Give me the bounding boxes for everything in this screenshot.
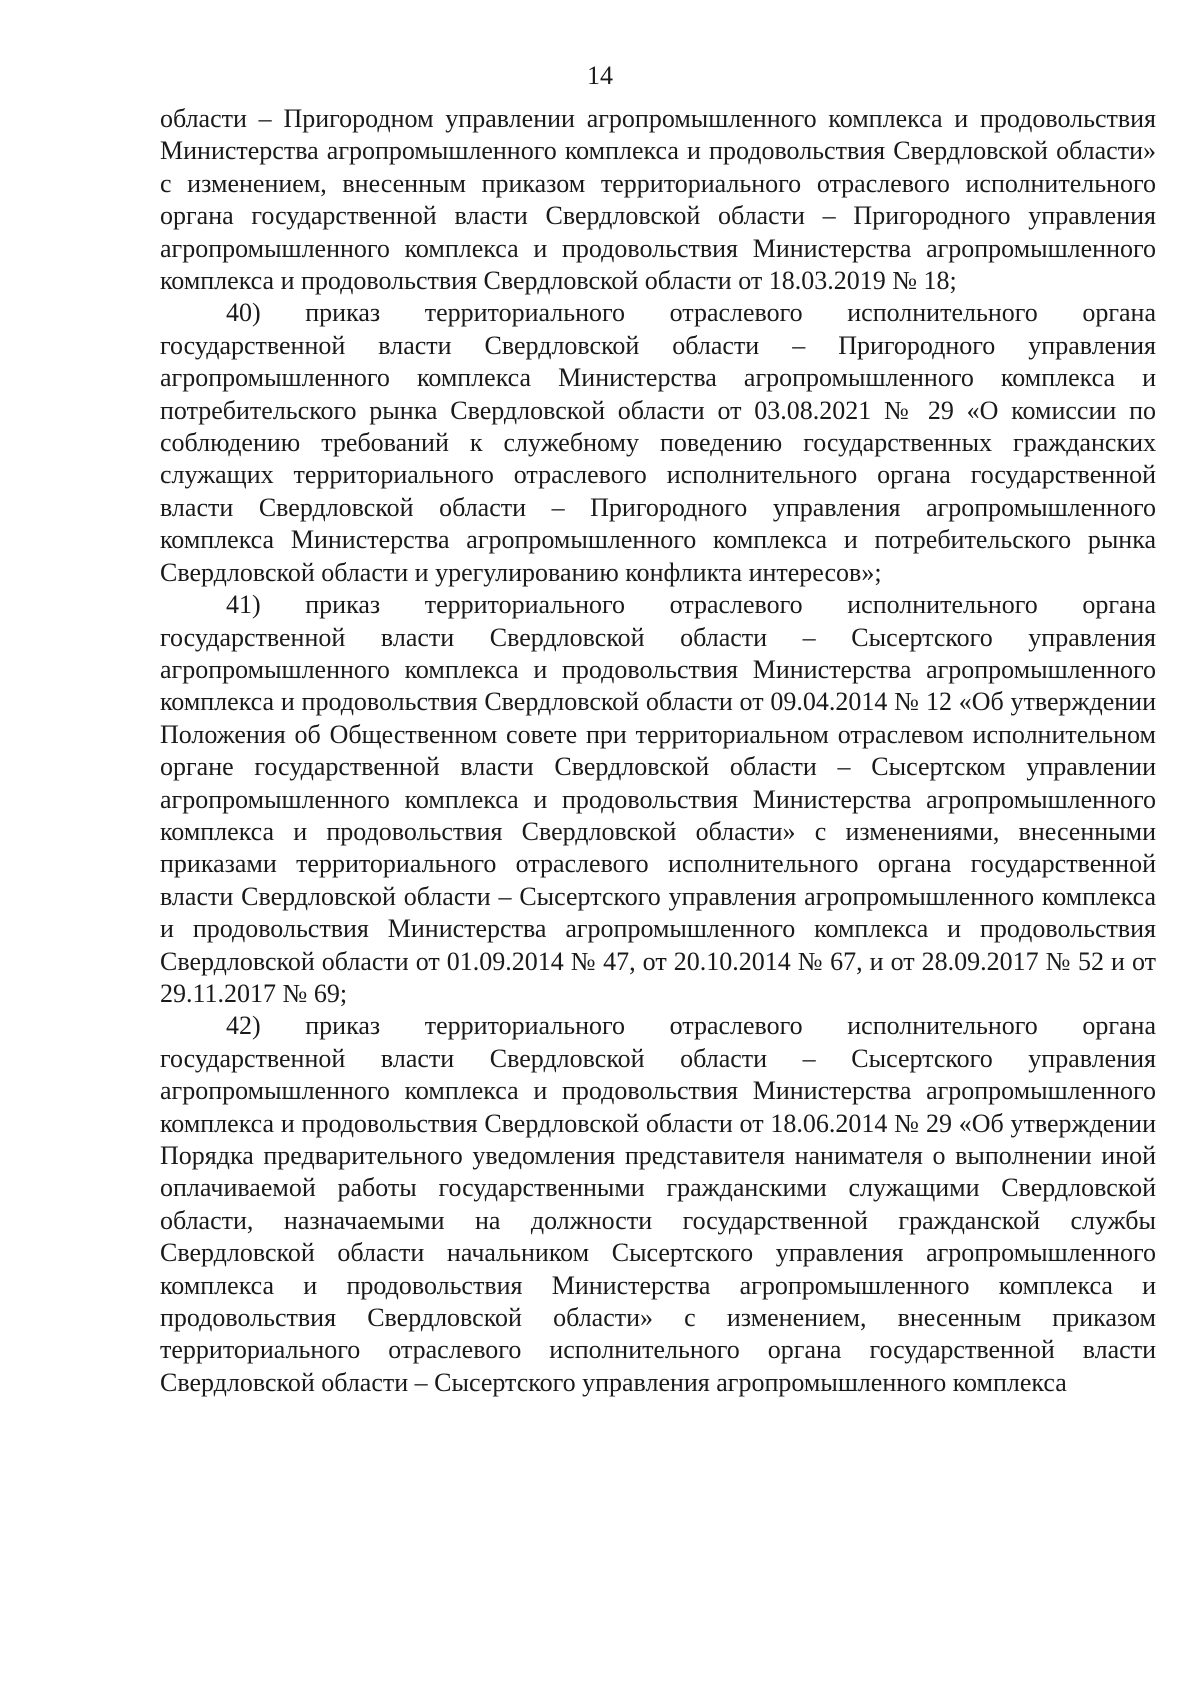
paragraph-item-40: 40) приказ территориального отраслевого исполнительного органа государственной власти Свердловской области – Пригородного управления агропромышленного комплекса Министерства агропромышленного комплекса и потребительского рынка Свердловской области от 03.08.2021 № 29 «О комиссии по соблюдению требований к служебному поведению государственных гражданских служащих территориального отраслевого исполнительного органа государственной власти Свердловской области – Пригородного управления агропромышленного комплекса Министерства агропромышленного комплекса и потребительского рынка Свердловской области и урегулированию конфликта интересов»;: [160, 298, 1156, 587]
paragraph-item-42: 42) приказ территориального отраслевого исполнительного органа государственной власти Свердловской области – Сысертского управления агропромышленного комплекса и продовольствия Министерства агропромышленного комплекса и продовольствия Свердловской области от 18.06.2014 № 29 «Об утверждении Порядка предварительного уведомления представителя нанимателя о выполнении иной оплачиваемой работы государственными гражданскими служащими Свердловской области, назначаемыми на должности государственной гражданской службы Свердловской области начальником Сысертского управления агропромышленного комплекса и продовольствия Министерства агропромышленного комплекса и продовольствия Свердловской области» с изменением, внесенным приказом территориального отраслевого исполнительного органа государственной власти Свердловской области – Сысертского управления агропромышленного комплекса: [160, 1011, 1156, 1397]
paragraph-continuation: области – Пригородном управлении агропромышленного комплекса и продовольствия Министерства агропромышленного комплекса и продовольствия Свердловской области» с изменением, внесенным приказом территориального отраслевого исполнительного органа государственной власти Свердловской области – Пригородного управления агропромышленного комплекса и продовольствия Министерства агропромышленного комплекса и продовольствия Свердловской области от 18.03.2019 № 18;: [160, 104, 1156, 296]
document-body: [160, 103, 1156, 1399]
page-number: 14: [587, 61, 613, 90]
paragraph-item-41: 41) приказ территориального отраслевого исполнительного органа государственной власти Свердловской области – Сысертского управления агропромышленного комплекса и продовольствия Министерства агропромышленного комплекса и продовольствия Свердловской области от 09.04.2014 № 12 «Об утверждении Положения об Общественном совете при территориальном отраслевом исполнительном органе государственной власти Свердловской области – Сысертском управлении агропромышленного комплекса и продовольствия Министерства агропромышленного комплекса и продовольствия Свердловской области» с изменениями, внесенными приказами территориального отраслевого исполнительного органа государственной власти Свердловской области – Сысертского управления агропромышленного комплекса и продовольствия Министерства агропромышленного комплекса и продовольствия Свердловской области от 01.09.2014 № 47, от 20.10.2014 № 67, и от 28.09.2017 № 52 и от 29.11.2017 № 69;: [160, 590, 1156, 1008]
